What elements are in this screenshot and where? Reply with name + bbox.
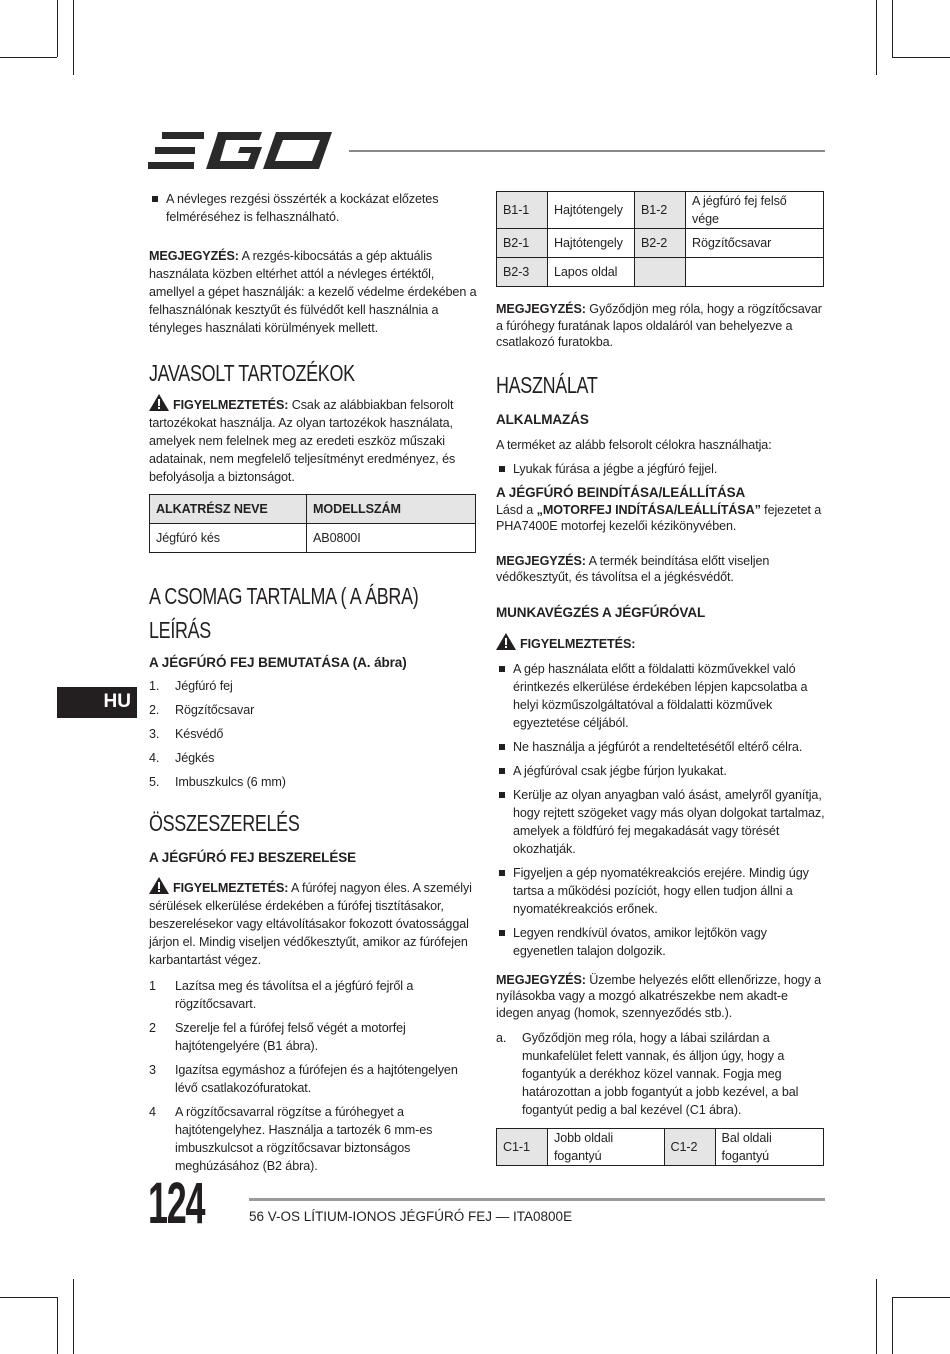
table-cell: B2-2 [635,229,686,258]
description-list [149,677,479,791]
ego-logo [148,129,332,173]
table-cell: Hajtótengely [548,229,635,258]
list-item: 4 A rögzítőcsavarral rögzítse a fúróhegyet a hajtótengelyhez. Használja a tartozék 6 mm-es imbuszkulcsot a rögzítőcsavar biztonságos meghúzásához (B2 ábra). [149,1105,433,1173]
table-cell: A jégfúró fej felső vége [686,192,824,229]
table-cell: Jégfúró kés [150,524,307,553]
start-stop-text: Lásd a „MOTORFEJ INDÍTÁSA/LEÁLLÍTÁSA” fejezetet a PHA7400E motorfej kezelői kézikönyvében. [496,502,822,533]
crop-mark [57,0,58,57]
table-cell: Hajtótengely [548,192,635,229]
heading-usage: HASZNÁLAT [496,371,598,398]
heading-description: LEÍRÁS [149,617,211,643]
list-item: 3 Igazítsa egymáshoz a fúrófejen és a hajtótengelyen lévő csatlakozófuratokat. [149,1063,458,1095]
table-cell: B1-2 [635,192,686,229]
warning-icon [149,394,169,411]
subheading-start-stop: A JÉGFÚRÓ BEINDÍTÁSA/LEÁLLÍTÁSA [496,484,746,500]
heading-accessories: JAVASOLT TARTOZÉKOK [149,360,355,386]
table-cell: AB0800I [307,524,476,553]
crop-mark [892,1297,950,1298]
figure-b-legend-table [496,191,824,287]
warning-icon [149,877,169,894]
application-bullet: Lyukak fúrása a jégbe a jégfúró fejjel. [496,460,826,478]
note-vibration: MEGJEGYZÉS: A rezgés-kibocsátás a gép aktuális használata közben eltérhet attól a névleges értéktől, amellyel a gépet használják: a kezelő védelme érdekében a felhasználónak kesztyűt és fülvédőt kell használnia a tényleges használati körülmények mellett. [149,249,477,335]
table-cell: Rögzítőcsavar [686,229,824,258]
crop-mark [73,0,74,75]
crop-mark [0,57,57,58]
crop-mark [876,0,877,75]
right-column [496,191,826,1166]
crop-mark [892,0,893,57]
table-cell: C1-2 [664,1129,715,1166]
subheading-description: A JÉGFÚRÓ FEJ BEMUTATÁSA (A. ábra) [149,655,407,670]
list-item: Legyen rendkívül óvatos, amikor lejtőkön vagy egyenetlen talajon dolgozik. [496,924,826,960]
table-cell: B2-3 [497,258,548,287]
list-item: 1 Lazítsa meg és távolítsa el a jégfúró fejről a rögzítőcsavart. [149,979,414,1011]
heading-package-contents: A CSOMAG TARTALMA ( A ÁBRA) [149,583,419,609]
table-cell: Lapos oldal [548,258,635,287]
footer-product-line: 56 V-OS LÍTIUM-IONOS JÉGFÚRÓ FEJ — ITA0800E [249,1209,573,1224]
list-item: A gép használata előtt a földalatti közművekkel való érintkezés elkerülése érdekében lépjen kapcsolatba a helyi közműszolgáltatóval a földalatti közművek egyeztetése céljából. [496,660,826,732]
note-foreign-matter: MEGJEGYZÉS: Üzembe helyezés előtt ellenőrizze, hogy a nyílásokba vagy a mozgó alkatrészekbe nem akadt-e idegen anyag (homok, szennyeződés stb.). [496,972,822,1020]
list-item: Kerülje az olyan anyagban való ásást, amelyről gyanítja, hogy rejtett szögeket vagy más olyan dolgokat tartalmaz, amelyek a földfúró fej megakadását vagy törését okozhatják. [496,786,826,858]
list-item: 5. Imbuszkulcs (6 mm) [149,775,286,789]
application-text: A terméket az alább felsorolt célokra használhatja: [496,437,772,452]
subheading-install: A JÉGFÚRÓ FEJ BESZERELÉSE [149,850,357,865]
step-a: a. Győződjön meg róla, hogy a lábai szilárdan a munkafelület felett vannak, és álljon úgy, hogy a fogantyúk a derékhoz közel vannak. Fogja meg határozottan a jobb fogantyút a jobb kezével, a bal fogantyút pedig a bal kezével (C1 ábra). [496,1031,799,1117]
working-bullets [496,660,826,960]
list-item: Ne használja a jégfúrót a rendeltetésétől eltérő célra. [496,738,826,756]
list-item: 2 Szerelje fel a fúrófej felső végét a motorfej hajtótengelyére (B1 ábra). [149,1021,406,1053]
table-cell: B2-1 [497,229,548,258]
accessories-table [149,494,476,553]
warning-accessories: FIGYELMEZTETÉS: Csak az alábbiakban felsorolt tartozékokat használja. Az olyan tartozékok használata, amelyek nem felelnek meg az eredeti eszköz műszaki adatainak, nem megfelelő teljesítményt eredményez, és befolyásolja a biztonságot. [149,394,479,486]
figure-c-legend-table [496,1128,824,1166]
crop-mark [73,1279,74,1354]
crop-mark [892,57,950,58]
heading-assembly: ÖSSZESZERELÉS [149,810,300,836]
header-rule [349,150,825,152]
note-screw: MEGJEGYZÉS: Győződjön meg róla, hogy a rögzítőcsavar a fúróhegy furatának lapos oldaláról van behelyezve a csatlakozó furatokba. [496,302,822,349]
warning-assembly: FIGYELMEZTETÉS: A fúrófej nagyon éles. A személyi sérülések elkerülése érdekében a fúrófej tisztításakor, beszerelésekor vagy eltávolításakor fokozott óvatossággal járjon el. Mindig viseljen védőkesztyűt, amikor az fúrófejen karbantartást végez. [149,877,479,969]
crop-mark [57,1297,58,1354]
intro-bullet: A névleges rezgési összérték a kockázat előzetes felméréséhez is felhasználható. [149,190,479,226]
table-header: ALKATRÉSZ NEVE [150,495,307,524]
table-cell [635,258,686,287]
crop-mark [892,1297,893,1354]
table-cell: C1-1 [497,1129,548,1166]
language-tab-label: HU [103,691,131,712]
list-item: A jégfúróval csak jégbe fúrjon lyukakat. [496,762,826,780]
list-item: 3. Késvédő [149,727,224,741]
page-number: 124 [148,1171,205,1236]
svg-text:EGO: EGO [148,173,151,174]
footer-rule [249,1198,825,1201]
list-item: 4. Jégkés [149,751,215,765]
crop-mark [0,1297,57,1298]
left-column [149,190,479,1175]
list-item: 1. Jégfúró fej [149,679,233,693]
table-cell [686,258,824,287]
subheading-application: ALKALMAZÁS [496,411,589,427]
table-cell: Bal oldali fogantyú [715,1129,823,1166]
table-header: MODELLSZÁM [307,495,476,524]
assembly-steps [149,977,479,1175]
list-item: Figyeljen a gép nyomatékreakciós erejére. Mindig úgy tartsa a működési pozíciót, hogy ellen tudjon állni a nyomatékreakciós erőnek. [496,864,826,918]
warning-working: FIGYELMEZTETÉS: [496,633,826,653]
subheading-working: MUNKAVÉGZÉS A JÉGFÚRÓVAL [496,604,706,620]
warning-icon [496,633,516,650]
list-item: 2. Rögzítőcsavar [149,703,255,717]
language-tab [57,687,137,718]
table-cell: Jobb oldali fogantyú [548,1129,665,1166]
table-cell: B1-1 [497,192,548,229]
crop-mark [876,1279,877,1354]
note-gloves: MEGJEGYZÉS: A termék beindítása előtt viseljen védőkesztyűt, és távolítsa el a jégkésvédőt. [496,553,770,584]
